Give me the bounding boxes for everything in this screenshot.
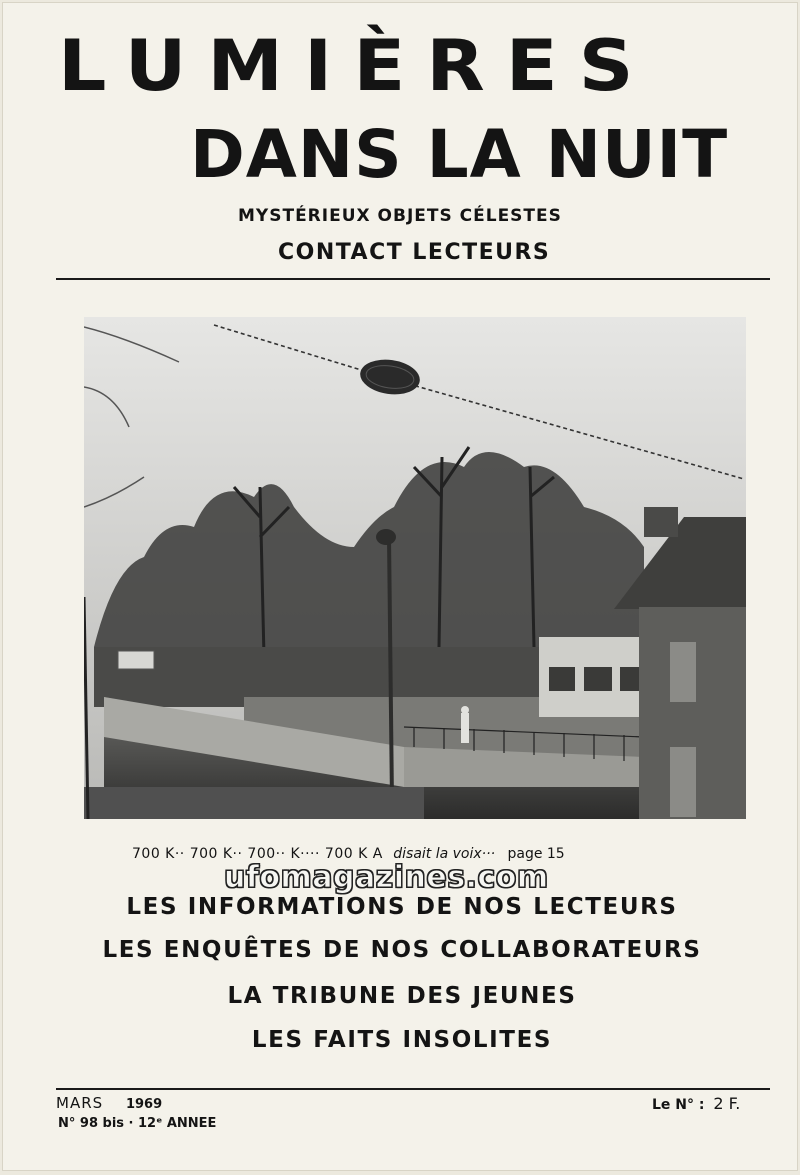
masthead-subtitle-contact: CONTACT LECTEURS bbox=[278, 240, 551, 265]
headline-faits-insolites: LES FAITS INSOLITES bbox=[251, 1027, 553, 1053]
headline-informations: LES INFORMATIONS DE NOS LECTEURS bbox=[126, 894, 678, 920]
headline-tribune: LA TRIBUNE DES JEUNES bbox=[227, 983, 577, 1009]
masthead-title-line1: LUMIÈRES bbox=[58, 24, 655, 107]
cover-photo-illustration bbox=[84, 317, 746, 819]
masthead-subtitle: MYSTÉRIEUX OBJETS CÉLESTES bbox=[238, 206, 562, 226]
issue-date bbox=[56, 1094, 196, 1112]
masthead-title-line2: DANS LA NUIT bbox=[190, 116, 729, 193]
issue-number: N° 98 bis · 12ᵉ ANNEE bbox=[58, 1116, 217, 1131]
top-divider bbox=[56, 278, 770, 280]
issue-month: MARS bbox=[56, 1094, 104, 1112]
watermark-text: ufomagazines.com bbox=[224, 860, 549, 895]
bottom-divider bbox=[56, 1088, 770, 1090]
price-value: 2 F. bbox=[713, 1094, 741, 1113]
magazine-cover bbox=[2, 2, 798, 1171]
issue-year: 1969 bbox=[125, 1097, 163, 1112]
headline-enquetes: LES ENQUÊTES DE NOS COLLABORATEURS bbox=[102, 937, 702, 963]
caption-page-ref: page 15 bbox=[507, 846, 565, 862]
issue-price bbox=[652, 1094, 772, 1113]
caption-quote: 700 K·· 700 K·· 700·· K···· 700 K A bbox=[132, 846, 383, 862]
price-label: Le N° : bbox=[652, 1097, 705, 1113]
cover-photo bbox=[84, 317, 746, 819]
caption-said: disait la voix··· bbox=[393, 846, 496, 862]
